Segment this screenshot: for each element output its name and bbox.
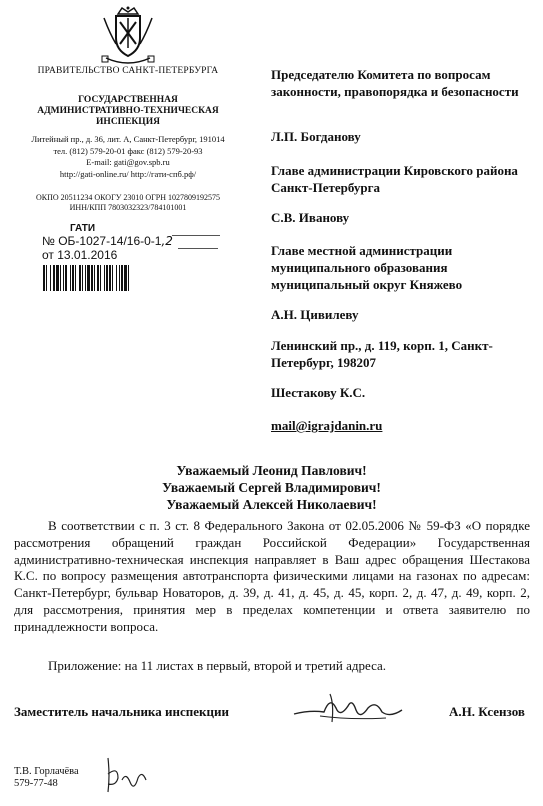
barcode-bar [79, 265, 81, 291]
addressee-knyazhevo-admin: Главе местной администрации муниципального образования муниципальный округ Княжево [271, 243, 463, 292]
executor-name: Т.В. Горлачёва [14, 766, 79, 777]
addressee-email[interactable] [271, 417, 533, 434]
signatory-name: А.Н. Ксензов [449, 704, 525, 719]
barcode-bar [112, 265, 113, 291]
barcode-bar [124, 265, 127, 291]
addressee-shestakov: Шестакову К.С. [271, 385, 366, 400]
executor-phone: 579-77-48 [14, 778, 58, 789]
agency-line-1: ГОСУДАРСТВЕННАЯ [78, 95, 178, 105]
barcode-bar [82, 265, 83, 291]
agency-line-3: ИНСПЕКЦИЯ [96, 117, 160, 127]
greeting-1: Уважаемый Леонид Павлович! [176, 463, 367, 478]
greeting-2: Уважаемый Сергей Владимирович! [162, 480, 381, 495]
barcode-bar [46, 265, 47, 291]
barcode-bar [87, 265, 90, 291]
agency-line-2: АДМИНИСТРАТИВНО-ТЕХНИЧЕСКАЯ [37, 106, 219, 116]
registration-number-main: № ОБ-1027-14/16-0-1 [42, 234, 162, 248]
addressee-kirovsky-admin: Главе администрации Кировского района Санкт-Петербурга [271, 163, 518, 195]
registration-number-suffix: ,2 [161, 234, 173, 248]
registration-date: от 13.01.2016 [42, 248, 118, 262]
letter-body: В соответствии с п. 3 ст. 8 Федерального Закона от 02.05.2006 № 59-ФЗ «О порядке рассмотрения обращений граждан Российской Федерации» Государственная административно-техническая инспекция направляет в Ваш адрес обращения Шестакова К.С. по вопросу размещения автотранспорта физическими лицами на газонах по адресам: Санкт-Петербург, бульвар Новаторов, д. 39, д. 41, д. 45, д. 45, корп. 2, д. 47, д. 49, корп. 2, для рассмотрения, принятия мер в пределах компетенции и ответа заявителю по принадлежности вопроса. [14, 518, 530, 634]
contact-block [14, 134, 242, 180]
barcode-bar [116, 265, 117, 291]
barcode-bar [119, 265, 120, 291]
barcode-bar [97, 265, 99, 291]
barcode-bar [65, 265, 67, 291]
barcode-bar [100, 265, 101, 291]
barcode-bar [72, 265, 74, 291]
barcode-icon [43, 265, 173, 291]
barcode-bar [70, 265, 71, 291]
handwritten-signature-icon [290, 688, 420, 728]
addressee-committee: Председателю Комитета по вопросам законности, правопорядка и безопасности [271, 67, 519, 99]
barcode-bar [56, 265, 59, 291]
barcode-bar [109, 265, 111, 291]
signatory-title: Заместитель начальника инспекции [14, 704, 229, 719]
barcode-bar [106, 265, 108, 291]
okpo-codes: ОКПО 20511234 ОКОГУ 23010 ОГРН 1027809192575 [36, 193, 220, 202]
government-name: ПРАВИТЕЛЬСТВО САНКТ-ПЕТЕРБУРГА [37, 66, 219, 76]
barcode-bar [94, 265, 95, 291]
barcode-bar [91, 265, 93, 291]
email-link[interactable]: mail@igrajdanin.ru [271, 418, 383, 433]
addressee-postal-address: Ленинский пр., д. 119, корп. 1, Санкт-Петербург, 198207 [271, 338, 493, 370]
executor-initials-icon [100, 752, 150, 798]
barcode-bar [43, 265, 45, 291]
addressee-bogdanov: Л.П. Богданову [271, 129, 361, 144]
agency-email: E-mail: gati@gov.spb.ru [86, 157, 170, 167]
barcode-bar [121, 265, 123, 291]
barcode-bar [104, 265, 105, 291]
inn-kpp: ИНН/КПП 7803032323/784101001 [69, 202, 187, 212]
executor-block [14, 766, 79, 790]
barcode-bar [128, 265, 129, 291]
addressee-tsivilev: А.Н. Цивилеву [271, 307, 359, 322]
barcode-bar [75, 265, 76, 291]
barcode-bar [50, 265, 51, 291]
barcode-bar [85, 265, 86, 291]
greeting-3: Уважаемый Алексей Николаевич! [166, 497, 377, 512]
spb-coat-of-arms-icon [96, 4, 160, 68]
barcode-bar [53, 265, 55, 291]
registration-underline [178, 248, 218, 249]
registration-org: ГАТИ [70, 223, 96, 234]
agency-sites: http://gati-online.ru/ http://гати-спб.рф/ [59, 168, 197, 179]
registration-number [42, 234, 173, 248]
registration-underline [172, 235, 220, 236]
addressee-ivanov: С.В. Иванову [271, 210, 350, 225]
annex-note: Приложение: на 11 листах в первый, второй и третий адреса. [48, 658, 387, 673]
agency-address: Литейный пр., д. 36, лит. А, Санкт-Петербург, 191014 [31, 134, 225, 144]
barcode-bar [60, 265, 61, 291]
barcode-bar [63, 265, 64, 291]
registry-codes [14, 193, 242, 212]
agency-phone: тел. (812) 579-20-01 факс (812) 579-20-93 [53, 145, 203, 156]
agency-name [14, 95, 242, 128]
